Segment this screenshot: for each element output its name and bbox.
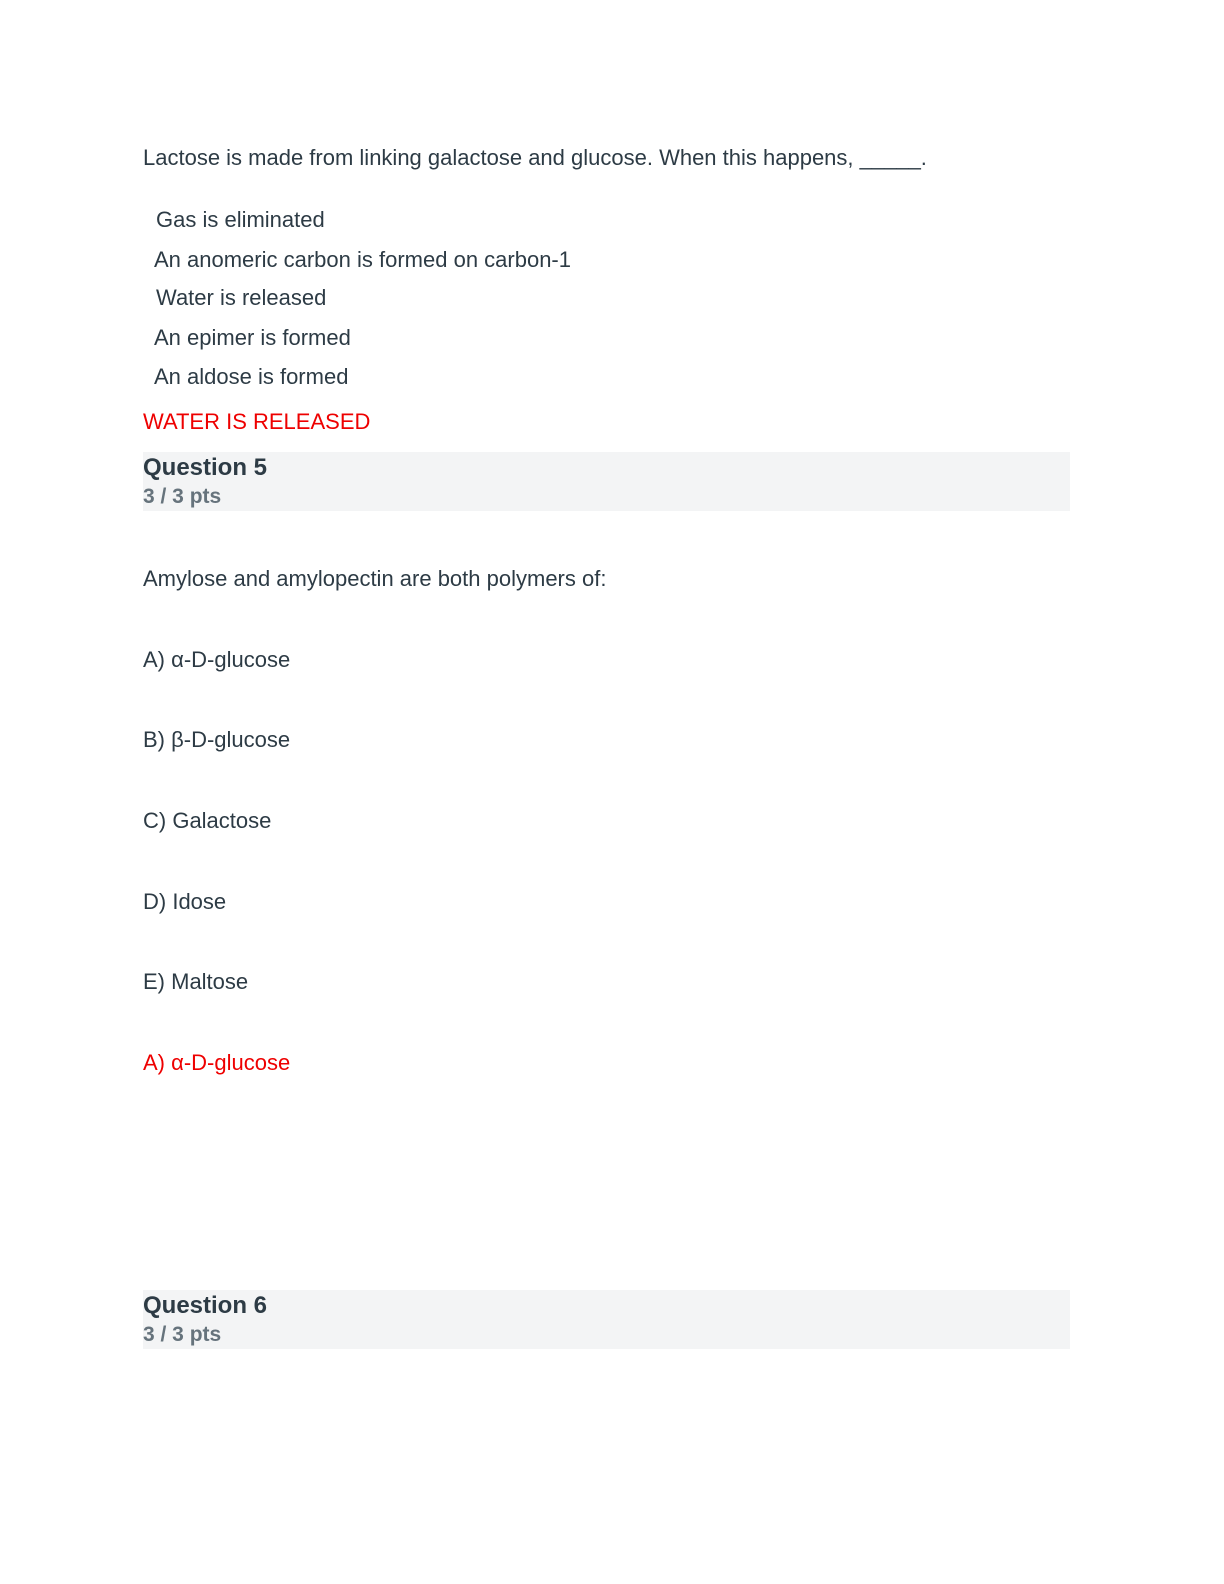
q4-option-4[interactable]: An epimer is formed [154, 325, 351, 350]
q4-option-2[interactable]: An anomeric carbon is formed on carbon-1 [154, 247, 571, 272]
q5-option-d[interactable]: D) Idose [143, 889, 227, 914]
question-5-header [143, 452, 1070, 511]
question-5-prompt: Amylose and amylopectin are both polymers of: [143, 566, 607, 591]
q5-option-b[interactable]: B) β-D-glucose [143, 727, 291, 752]
q5-option-e[interactable]: E) Maltose [143, 969, 249, 994]
question-5-title: Question 5 [143, 454, 268, 481]
question-5-points: 3 / 3 pts [143, 485, 222, 508]
question-4-answer: WATER IS RELEASED [143, 409, 371, 434]
q4-option-3[interactable]: Water is released [156, 285, 327, 310]
question-4-prompt: Lactose is made from linking galactose and glucose. When this happens, _____. [143, 145, 927, 170]
question-5-answer: A) α-D-glucose [143, 1050, 291, 1075]
q5-option-c[interactable]: C) Galactose [143, 808, 272, 833]
q5-option-a[interactable]: A) α-D-glucose [143, 647, 291, 672]
q4-option-1[interactable]: Gas is eliminated [156, 207, 325, 232]
question-6-header [143, 1290, 1070, 1349]
question-6-points: 3 / 3 pts [143, 1323, 222, 1346]
question-6-title: Question 6 [143, 1292, 268, 1319]
q4-option-5[interactable]: An aldose is formed [154, 364, 349, 389]
